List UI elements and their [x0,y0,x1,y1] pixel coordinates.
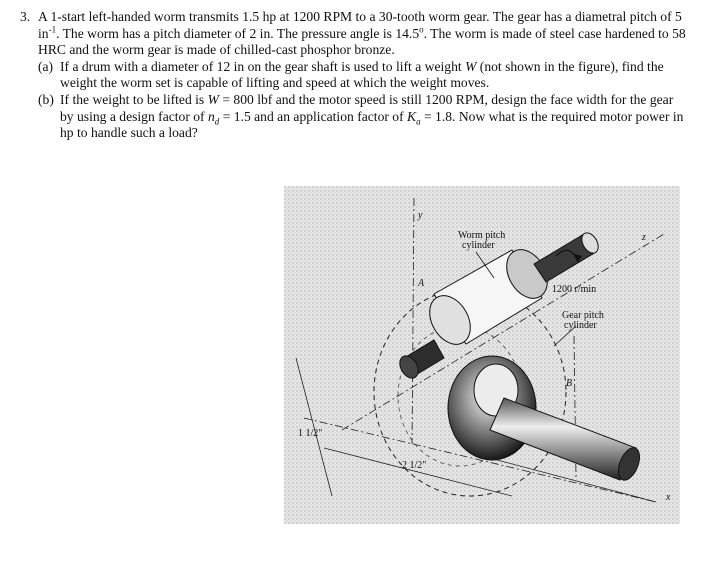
part-a: (a) If a drum with a diameter of 12 in on the gear shaft is used to lift a weight W (not shown in the figure), find the weight the worm set is capable of lifting and speed at which the weight moves. [38,58,664,91]
part-b-label: (b) [38,91,54,107]
label-speed: 1200 r/min [552,284,597,295]
part-a-label: (a) [38,58,54,74]
dim-bottom: 2 1/2" [402,460,427,471]
label-gear-pitch-2: cylinder [564,320,597,331]
problem-statement [20,9,690,142]
part-b: (b) If the weight to be lifted is W = 800 lbf and the motor speed is still 1200 RPM, design the face width for the gear by using a design factor of $n_d = 1.5$ and an application factor of $K_a = 1.8$. Now what is the required motor power in hp to handle such a load? [38,91,684,141]
label-point-a: A [418,278,425,289]
dim-left: 1 1/2" [298,428,323,439]
label-gear-pitch-1: Gear pitch [562,310,604,321]
label-worm-pitch-1: Worm pitch [458,230,506,241]
label-point-b: B [566,378,573,389]
label-y-axis: y [418,210,423,221]
worm-gear-drawing [284,186,680,524]
label-worm-pitch-2: cylinder [462,240,495,251]
label-x-axis: x [666,492,671,503]
worm-gear-figure [284,186,680,524]
problem-number: 3. [20,9,31,24]
problem-intro: A 1-start left-handed worm transmits 1.5 hp at 1200 RPM to a 30-tooth worm gear. The gear has a diametral pitch of 5 $in^{-1}$. The worm has a pitch diameter of 2 in. The pressure angle is 14.5$^o$. The worm is made of steel case hardened to 58 HRC and the worm gear is made of chilled-cast phosphor bronze. [38,9,686,58]
label-z-axis: z [642,232,646,243]
